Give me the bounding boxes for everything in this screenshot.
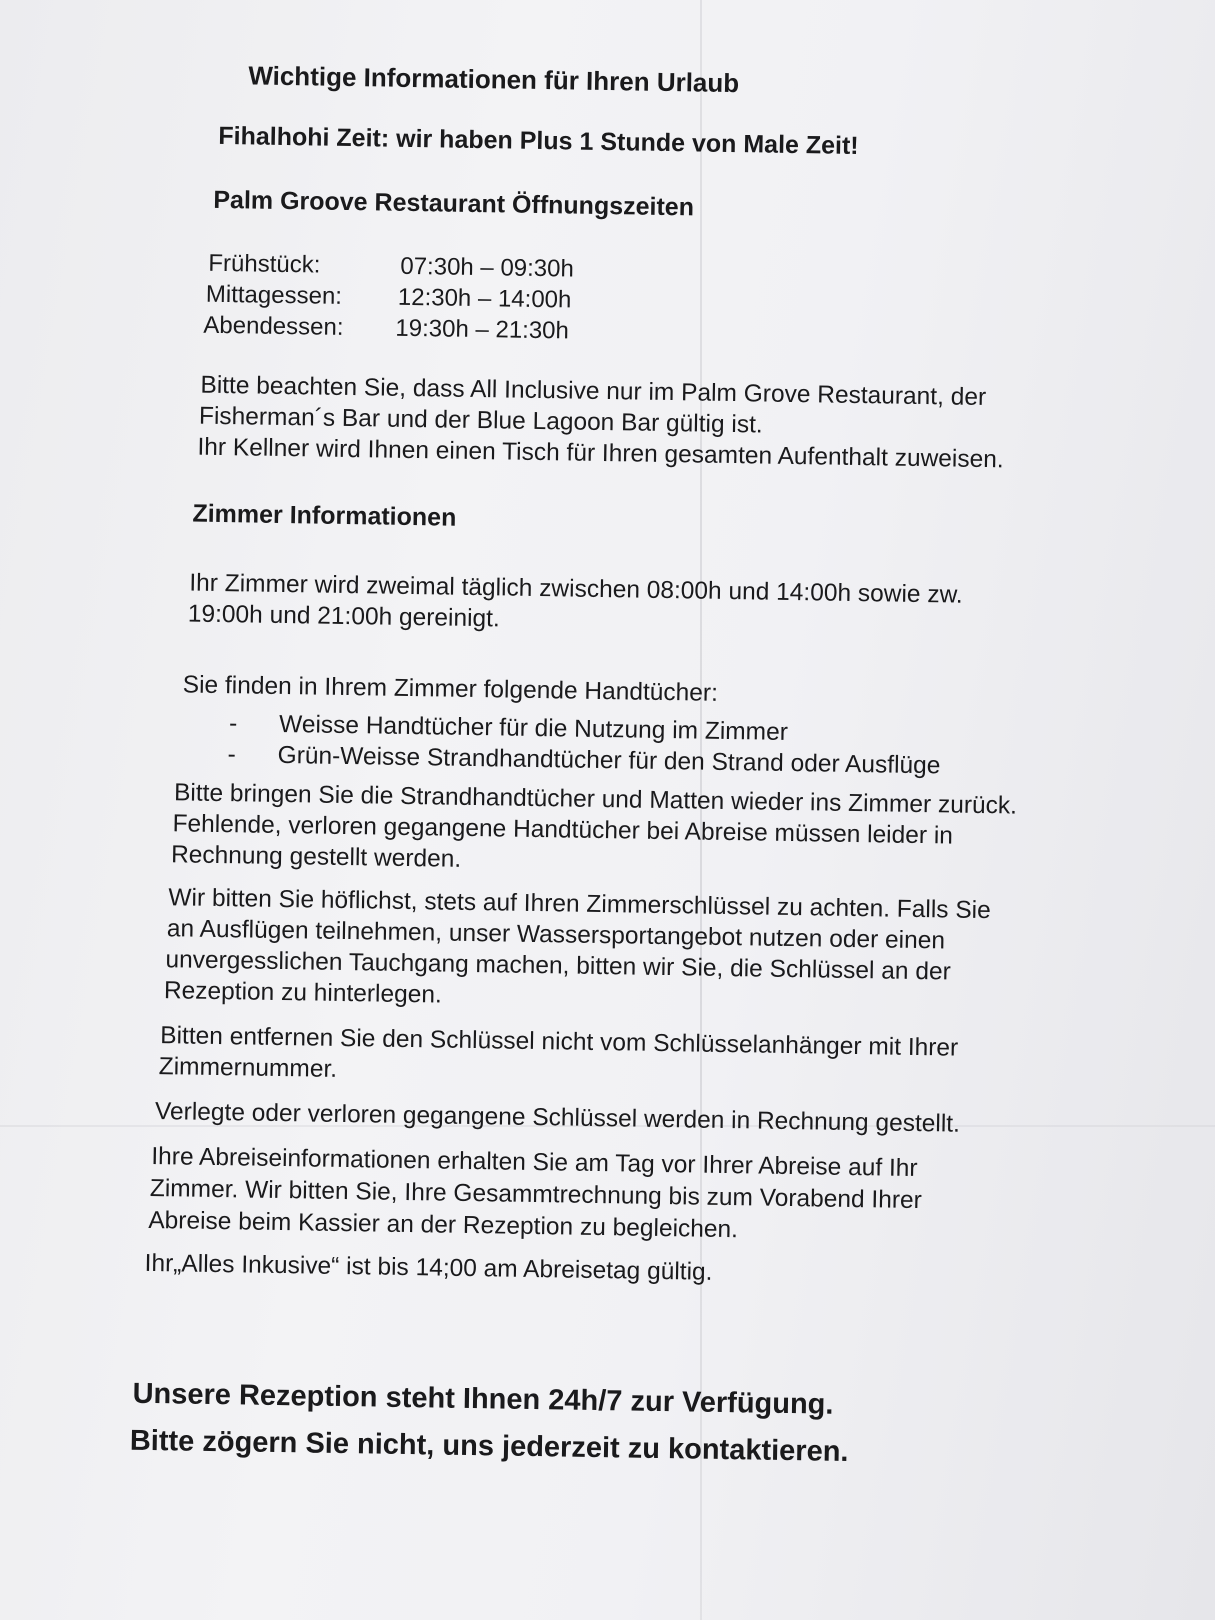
- hours-label: Frühstück:: [208, 249, 321, 279]
- paragraph-line: Fisherman´s Bar und der Blue Lagoon Bar gültig ist.: [198, 402, 763, 439]
- paragraph-line: Rechnung gestellt werden.: [170, 841, 462, 873]
- closing-line: Unsere Rezeption steht Ihnen 24h/7 zur Verfügung.: [132, 1377, 834, 1421]
- towels-intro: Sie finden in Ihrem Zimmer folgende Handtücher:: [182, 671, 719, 707]
- list-item-text: Weisse Handtücher für die Nutzung im Zimmer: [278, 710, 789, 746]
- hours-label: Abendessen:: [203, 311, 344, 341]
- list-item-text: Grün-Weisse Strandhandtücher für den Strand oder Ausflüge: [277, 741, 941, 780]
- paragraph-line: Rezeption zu hinterlegen.: [163, 977, 442, 1009]
- paragraph-line: Zimmernummer.: [158, 1053, 338, 1083]
- paragraph-line: an Ausflügen teilnehmen, unser Wassersportangebot nutzen oder einen: [166, 915, 946, 955]
- room-heading: Zimmer Informationen: [192, 499, 457, 532]
- paragraph-line: unvergesslichen Tauchgang machen, bitten wir Sie, die Schlüssel an der: [165, 946, 951, 986]
- bullet-dash: -: [227, 741, 237, 769]
- paragraph-line: Ihre Abreiseinformationen erhalten Sie am Tag vor Ihrer Abreise auf Ihr: [151, 1142, 918, 1183]
- time-note: Fihalhohi Zeit: wir haben Plus 1 Stunde von Male Zeit!: [218, 121, 859, 160]
- paragraph-line: Zimmer. Wir bitten Sie, Ihre Gesammtrechnung bis zum Vorabend Ihrer: [149, 1174, 923, 1215]
- lost-key-line: Verlegte oder verloren gegangene Schlüssel werden in Rechnung gestellt.: [154, 1098, 961, 1138]
- paragraph-line: Abreise beim Kassier an der Rezeption zu begleichen.: [148, 1206, 739, 1244]
- bullet-dash: -: [228, 710, 238, 738]
- hours-time: 07:30h – 09:30h: [400, 252, 575, 283]
- hours-time: 19:30h – 21:30h: [395, 314, 570, 345]
- restaurant-heading: Palm Groove Restaurant Öffnungszeiten: [213, 185, 695, 222]
- paragraph-line: Bitten entfernen Sie den Schlüssel nicht vom Schlüsselanhänger mit Ihrer: [160, 1022, 959, 1062]
- paragraph-line: Bitte beachten Sie, dass All Inclusive nur im Palm Grove Restaurant, der: [200, 371, 987, 412]
- hours-time: 12:30h – 14:00h: [397, 283, 572, 314]
- paragraph-line: Ihr Kellner wird Ihnen einen Tisch für Ihren gesamten Aufenthalt zuweisen.: [197, 433, 1004, 474]
- paragraph-line: Wir bitten Sie höflichst, stets auf Ihren Zimmerschlüssel zu achten. Falls Sie: [168, 884, 991, 925]
- paragraph-line: Fehlende, verloren gegangene Handtücher bei Abreise müssen leider in: [172, 810, 954, 850]
- paragraph-line: Ihr Zimmer wird zweimal täglich zwischen 08:00h und 14:00h sowie zw.: [189, 569, 963, 609]
- paragraph-line: Bitte bringen Sie die Strandhandtücher und Matten wieder ins Zimmer zurück.: [173, 779, 1018, 820]
- paragraph-line: 19:00h und 21:00h gereinigt.: [187, 600, 501, 633]
- closing-line: Bitte zögern Sie nicht, uns jederzeit zu kontaktieren.: [129, 1424, 849, 1468]
- document-title: Wichtige Informationen für Ihren Urlaub: [248, 60, 740, 99]
- all-inclusive-line: Ihr„Alles Inkusive“ ist bis 14;00 am Abreisetag gültig.: [144, 1249, 713, 1286]
- hours-label: Mittagessen:: [205, 280, 343, 310]
